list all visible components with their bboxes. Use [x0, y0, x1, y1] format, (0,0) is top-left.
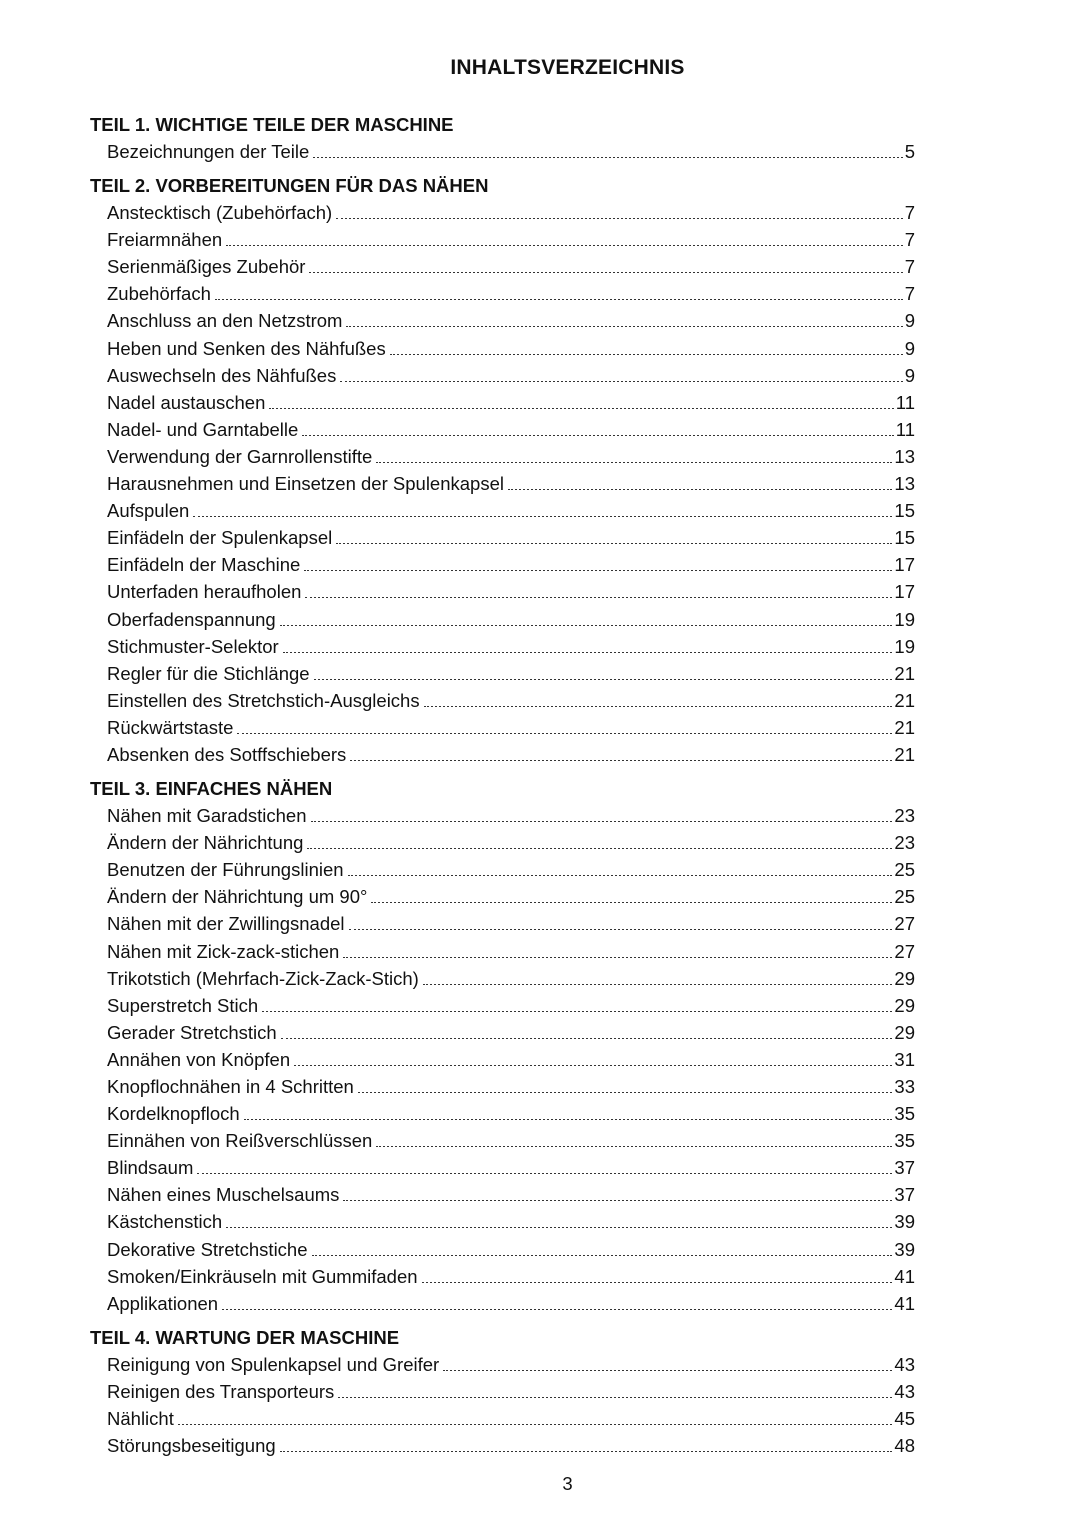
toc-entry: [90, 1100, 915, 1127]
toc-entry: [90, 687, 915, 714]
toc-entry-page: 13: [894, 445, 915, 467]
toc-entry-label: Knopflochnähen in 4 Schritten: [107, 1076, 354, 1097]
toc-entry-page: 31: [894, 1048, 915, 1070]
toc-entry-page: 7: [904, 229, 915, 251]
toc-entry-label: Einfädeln der Maschine: [107, 554, 301, 576]
toc-entries: [90, 1351, 915, 1459]
toc-entry-page: 7: [904, 256, 915, 278]
toc-entry-label: Nähen mit Garadstichen: [107, 805, 307, 827]
toc-entry-label: Nadel- und Garntabelle: [107, 418, 299, 440]
toc-entry: [90, 416, 915, 443]
dot-leader: [376, 462, 892, 463]
toc-entry-page: 21: [894, 716, 915, 738]
toc-entry-label: Absenken des Sotffschiebers: [107, 743, 347, 765]
page-number: 3: [562, 1473, 573, 1494]
toc-entry: [90, 362, 915, 389]
toc-entry-label: Einnähen von Reißverschlüssen: [107, 1130, 373, 1152]
dot-leader: [422, 1282, 893, 1283]
toc-entry-label: Applikationen: [107, 1292, 219, 1314]
toc-entry-label: Stichmuster-Selektor: [107, 635, 279, 657]
toc-entry-page: 35: [894, 1130, 915, 1152]
toc-entry-page: 25: [894, 859, 915, 881]
toc-entry-page: 21: [894, 743, 915, 765]
toc-entry: [90, 633, 915, 660]
page-title: INHALTSVERZEICHNIS: [450, 56, 685, 79]
section-heading: TEIL 4. WARTUNG DER MASCHINE: [90, 1326, 400, 1348]
toc-entry-label: Störungsbeseitigung: [107, 1435, 276, 1457]
toc-entry: [90, 883, 915, 910]
toc-entry-label: Heben und Senken des Nähfußes: [107, 337, 386, 359]
toc-section: [90, 172, 915, 768]
table-of-contents: [90, 111, 915, 1466]
toc-entries: [90, 199, 915, 768]
toc-entry-page: 13: [894, 473, 915, 495]
toc-entry-label: Serienmäßiges Zubehör: [107, 256, 306, 278]
toc-entry: [90, 660, 915, 687]
dot-leader: [314, 679, 893, 680]
dot-leader: [349, 929, 893, 930]
dot-leader: [302, 435, 893, 436]
toc-entry-page: 15: [894, 500, 915, 522]
toc-entry-label: Zubehörfach: [107, 283, 211, 305]
toc-entry: [90, 910, 915, 937]
dot-leader: [309, 272, 902, 273]
toc-entry-page: 41: [894, 1265, 915, 1287]
toc-entry: [90, 1405, 915, 1432]
toc-entry-label: Ändern der Nährichtung: [107, 832, 304, 854]
toc-section: [90, 775, 915, 1317]
toc-entry: [90, 389, 915, 416]
toc-entry: [90, 138, 915, 165]
dot-leader: [376, 1146, 892, 1147]
toc-entry-label: Aufspulen: [107, 500, 190, 522]
toc-entry-page: 17: [894, 554, 915, 576]
toc-entry-label: Oberfadenspannung: [107, 608, 276, 630]
toc-entry: [90, 1154, 915, 1181]
toc-entry-page: 37: [894, 1184, 915, 1206]
dot-leader: [336, 543, 892, 544]
dot-leader: [280, 1451, 893, 1452]
toc-entries: [90, 802, 915, 1317]
toc-entry: [90, 1236, 915, 1263]
dot-leader: [294, 1065, 892, 1066]
toc-entry-label: Smoken/Einkräuseln mit Gummifaden: [107, 1265, 418, 1287]
dot-leader: [346, 326, 902, 327]
toc-entry-label: Nadel austauschen: [107, 391, 266, 413]
dot-leader: [283, 652, 893, 653]
toc-entry-page: 9: [904, 364, 915, 386]
dot-leader: [508, 489, 892, 490]
toc-entry: [90, 856, 915, 883]
toc-entry-page: 33: [894, 1076, 915, 1097]
toc-entry-label: Nähen mit der Zwillingsnadel: [107, 913, 345, 935]
toc-entry: [90, 307, 915, 334]
toc-entry-page: 27: [894, 940, 915, 962]
toc-entry: [90, 741, 915, 768]
toc-entry-page: 23: [894, 805, 915, 827]
toc-entry-page: 43: [894, 1380, 915, 1402]
toc-entry-page: 21: [894, 662, 915, 684]
toc-entry-label: Rückwärtstaste: [107, 716, 234, 738]
toc-entry-page: 9: [904, 337, 915, 359]
section-heading: TEIL 2. VORBEREITUNGEN FÜR DAS NÄHEN: [90, 175, 489, 197]
toc-entry-page: 5: [904, 141, 915, 162]
toc-entry-label: Gerader Stretchstich: [107, 1021, 277, 1043]
dot-leader: [443, 1370, 892, 1371]
toc-entry: [90, 1378, 915, 1405]
toc-entry-page: 7: [904, 202, 915, 224]
toc-entries: [90, 138, 915, 165]
toc-entry: [90, 606, 915, 633]
toc-entry-page: 17: [894, 581, 915, 603]
toc-entry-label: Regler für die Stichlänge: [107, 662, 310, 684]
toc-entry-page: 21: [894, 689, 915, 711]
toc-entry-page: 43: [894, 1353, 915, 1375]
toc-entry-page: 9: [904, 310, 915, 332]
toc-entry-label: Annähen von Knöpfen: [107, 1048, 291, 1070]
dot-leader: [262, 1011, 892, 1012]
dot-leader: [313, 157, 902, 158]
dot-leader: [197, 1173, 892, 1174]
toc-entry: [90, 1046, 915, 1073]
section-heading: TEIL 1. WICHTIGE TEILE DER MASCHINE: [90, 114, 454, 135]
toc-entry-page: 39: [894, 1238, 915, 1260]
dot-leader: [226, 245, 903, 246]
dot-leader: [269, 408, 893, 409]
dot-leader: [350, 760, 892, 761]
dot-leader: [340, 381, 902, 382]
dot-leader: [307, 848, 892, 849]
toc-entry: [90, 1290, 915, 1317]
toc-entry-page: 37: [894, 1157, 915, 1179]
toc-entry-page: 11: [895, 391, 915, 413]
dot-leader: [338, 1397, 892, 1398]
toc-entry-label: Bezeichnungen der Teile: [107, 141, 310, 162]
toc-entry-label: Auswechseln des Nähfußes: [107, 364, 337, 386]
toc-entry-label: Einfädeln der Spulenkapsel: [107, 527, 333, 549]
toc-entry-page: 29: [894, 994, 915, 1016]
toc-entry: [90, 1127, 915, 1154]
toc-entry: [90, 335, 915, 362]
toc-entry-label: Verwendung der Garnrollenstifte: [107, 445, 373, 467]
toc-entry: [90, 938, 915, 965]
toc-entry: [90, 280, 915, 307]
toc-entry: [90, 802, 915, 829]
toc-entry: [90, 965, 915, 992]
toc-entry: [90, 714, 915, 741]
toc-entry-label: Reinigung von Spulenkapsel und Greifer: [107, 1353, 440, 1375]
toc-entry-label: Kästchenstich: [107, 1211, 223, 1233]
dot-leader: [358, 1092, 893, 1093]
toc-entry-label: Nähen eines Muschelsaums: [107, 1184, 340, 1206]
toc-entry: [90, 829, 915, 856]
dot-leader: [215, 299, 903, 300]
toc-entry-page: 7: [904, 283, 915, 305]
toc-entry-label: Freiarmnähen: [107, 229, 223, 251]
dot-leader: [237, 733, 892, 734]
toc-section: [90, 111, 915, 165]
toc-entry-label: Unterfaden heraufholen: [107, 581, 302, 603]
toc-entry: [90, 443, 915, 470]
toc-entry-page: 45: [894, 1408, 915, 1430]
toc-entry-label: Reinigen des Transporteurs: [107, 1380, 335, 1402]
toc-entry-page: 23: [894, 832, 915, 854]
dot-leader: [178, 1424, 893, 1425]
toc-entry-page: 19: [894, 608, 915, 630]
toc-entry: [90, 1263, 915, 1290]
toc-entry: [90, 253, 915, 280]
toc-entry-page: 25: [894, 886, 915, 908]
toc-entry: [90, 199, 915, 226]
toc-entry-page: 39: [894, 1211, 915, 1233]
toc-entry: [90, 1019, 915, 1046]
toc-entry-label: Blindsaum: [107, 1157, 194, 1179]
toc-entry-label: Superstretch Stich: [107, 994, 259, 1016]
toc-entry: [90, 1208, 915, 1235]
toc-entry: [90, 524, 915, 551]
toc-entry-label: Ändern der Nährichtung um 90°: [107, 886, 368, 908]
dot-leader: [371, 902, 892, 903]
toc-entry: [90, 1181, 915, 1208]
toc-entry-page: 29: [894, 967, 915, 989]
dot-leader: [304, 570, 892, 571]
dot-leader: [305, 597, 892, 598]
toc-entry-page: 41: [894, 1292, 915, 1314]
toc-entry-page: 15: [894, 527, 915, 549]
dot-leader: [312, 1255, 893, 1256]
dot-leader: [343, 957, 892, 958]
toc-entry: [90, 1351, 915, 1378]
toc-entry-page: 19: [894, 635, 915, 657]
toc-entry: [90, 226, 915, 253]
toc-entry-label: Anstecktisch (Zubehörfach): [107, 202, 333, 224]
toc-section: [90, 1324, 915, 1459]
toc-entry-label: Nähen mit Zick-zack-stichen: [107, 940, 340, 962]
dot-leader: [226, 1227, 892, 1228]
toc-entry: [90, 551, 915, 578]
toc-entry-page: 11: [895, 418, 915, 440]
toc-entry-label: Einstellen des Stretchstich-Ausgleichs: [107, 689, 420, 711]
dot-leader: [348, 875, 893, 876]
toc-entry-page: 48: [894, 1435, 915, 1457]
toc-entry-page: 35: [894, 1103, 915, 1125]
dot-leader: [193, 516, 892, 517]
dot-leader: [311, 821, 893, 822]
dot-leader: [423, 984, 893, 985]
toc-entry: [90, 578, 915, 605]
toc-entry-label: Dekorative Stretchstiche: [107, 1238, 308, 1260]
toc-entry-label: Anschluss an den Netzstrom: [107, 310, 343, 332]
dot-leader: [222, 1309, 892, 1310]
toc-entry: [90, 992, 915, 1019]
toc-entry-page: 27: [894, 913, 915, 935]
toc-entry-label: Kordelknopfloch: [107, 1103, 240, 1125]
toc-entry-page: 29: [894, 1021, 915, 1043]
dot-leader: [390, 354, 903, 355]
toc-entry: [90, 497, 915, 524]
toc-entry-label: Benutzen der Führungslinien: [107, 859, 344, 881]
toc-entry: [90, 1432, 915, 1459]
toc-entry-label: Trikotstich (Mehrfach-Zick-Zack-Stich): [107, 967, 419, 989]
dot-leader: [336, 218, 903, 219]
dot-leader: [244, 1119, 893, 1120]
toc-entry-label: Harausnehmen und Einsetzen der Spulenkapsel: [107, 473, 504, 495]
toc-entry-label: Nählicht: [107, 1408, 174, 1430]
dot-leader: [280, 625, 893, 626]
dot-leader: [424, 706, 893, 707]
section-heading: TEIL 3. EINFACHES NÄHEN: [90, 778, 333, 800]
dot-leader: [281, 1038, 893, 1039]
toc-entry: [90, 470, 915, 497]
dot-leader: [343, 1200, 892, 1201]
toc-entry: [90, 1073, 915, 1100]
